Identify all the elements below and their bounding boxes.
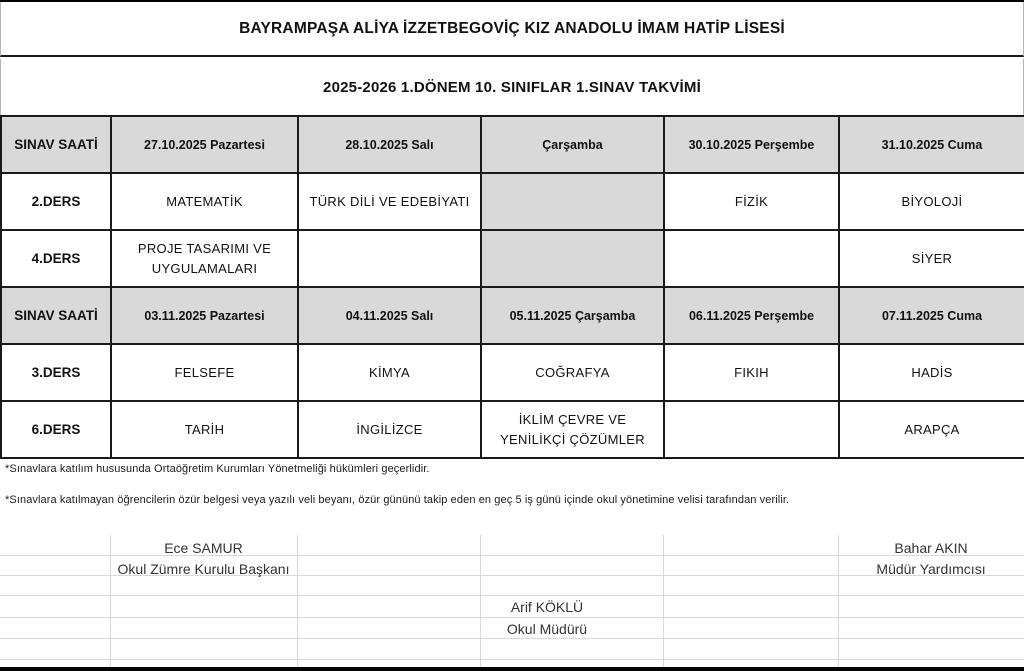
- signature-title: Okul Zümre Kurulu Başkanı: [117, 561, 290, 577]
- column-header: 04.11.2025 Salı: [298, 287, 481, 344]
- subject-cell: FELSEFE: [111, 344, 298, 401]
- signature-block-zumre: [110, 538, 297, 580]
- table-row: [1, 401, 1024, 458]
- table-row: [1, 230, 1024, 287]
- signature-name: Bahar AKIN: [894, 540, 968, 556]
- school-name: BAYRAMPAŞA ALİYA İZZETBEGOVİÇ KIZ ANADOLU İMAM HATİP LİSESİ: [239, 19, 785, 37]
- signature-title: Okul Müdürü: [506, 621, 588, 637]
- column-header: SINAV SAATİ: [1, 287, 111, 344]
- subject-cell: [298, 230, 481, 287]
- school-name-header: [0, 2, 1024, 57]
- column-header: SINAV SAATİ: [1, 116, 111, 173]
- subject-cell: TÜRK DİLİ VE EDEBİYATI: [298, 173, 481, 230]
- subject-cell: BİYOLOJİ: [839, 173, 1024, 230]
- subject-cell: [664, 401, 839, 458]
- subject-cell: FIKIH: [664, 344, 839, 401]
- row-label: 4.DERS: [1, 230, 111, 287]
- subject-cell: HADİS: [839, 344, 1024, 401]
- signature-title: Müdür Yardımcısı: [876, 561, 986, 577]
- column-header: 07.11.2025 Cuma: [839, 287, 1024, 344]
- bottom-border-bar: [0, 667, 1024, 671]
- footnote-attendance: *Sınavlara katılım hususunda Ortaöğretim Kurumları Yönetmeliği hükümleri geçerlidir.: [5, 463, 430, 475]
- subject-cell-shaded: [481, 173, 664, 230]
- column-header: 06.11.2025 Perşembe: [664, 287, 839, 344]
- column-header: 05.11.2025 Çarşamba: [481, 287, 664, 344]
- subject-cell: İNGİLİZCE: [298, 401, 481, 458]
- column-header: 30.10.2025 Perşembe: [664, 116, 839, 173]
- schedule-title-header: [0, 59, 1024, 115]
- signature-name: Ece SAMUR: [164, 540, 243, 556]
- column-header: 28.10.2025 Salı: [298, 116, 481, 173]
- subject-cell: COĞRAFYA: [481, 344, 664, 401]
- column-header: 27.10.2025 Pazartesi: [111, 116, 298, 173]
- signature-name: Arif KÖKLÜ: [510, 599, 584, 615]
- subject-cell: MATEMATİK: [111, 173, 298, 230]
- subject-cell: İKLİM ÇEVRE VE YENİLİKÇİ ÇÖZÜMLER: [481, 401, 664, 458]
- row-label: 6.DERS: [1, 401, 111, 458]
- subject-cell: [664, 230, 839, 287]
- subject-cell: SİYER: [839, 230, 1024, 287]
- schedule-title: 2025-2026 1.DÖNEM 10. SINIFLAR 1.SINAV TAKVİMİ: [323, 78, 701, 96]
- column-header: 31.10.2025 Cuma: [839, 116, 1024, 173]
- row-label: 2.DERS: [1, 173, 111, 230]
- grid-line: [0, 659, 1024, 660]
- row-label: 3.DERS: [1, 344, 111, 401]
- table-header-row-week2: [1, 287, 1024, 344]
- subject-cell: ARAPÇA: [839, 401, 1024, 458]
- column-header: Çarşamba: [481, 116, 664, 173]
- footnote-excuse: *Sınavlara katılmayan öğrencilerin özür belgesi veya yazılı veli beyanı, özür gününü takip eden en geç 5 iş günü içinde okul yönetimine velisi tarafından verilir.: [5, 494, 790, 506]
- table-row: [1, 173, 1024, 230]
- table-row: [1, 344, 1024, 401]
- exam-schedule-table: [0, 115, 1024, 459]
- subject-cell: KİMYA: [298, 344, 481, 401]
- subject-cell-shaded: [481, 230, 664, 287]
- subject-cell: PROJE TASARIMI VE UYGULAMALARI: [111, 230, 298, 287]
- signature-block-mudur-yardimcisi: [838, 538, 1024, 580]
- subject-cell: TARİH: [111, 401, 298, 458]
- column-header: 03.11.2025 Pazartesi: [111, 287, 298, 344]
- table-header-row-week1: [1, 116, 1024, 173]
- signature-block-okul-muduru: [460, 596, 634, 640]
- subject-cell: FİZİK: [664, 173, 839, 230]
